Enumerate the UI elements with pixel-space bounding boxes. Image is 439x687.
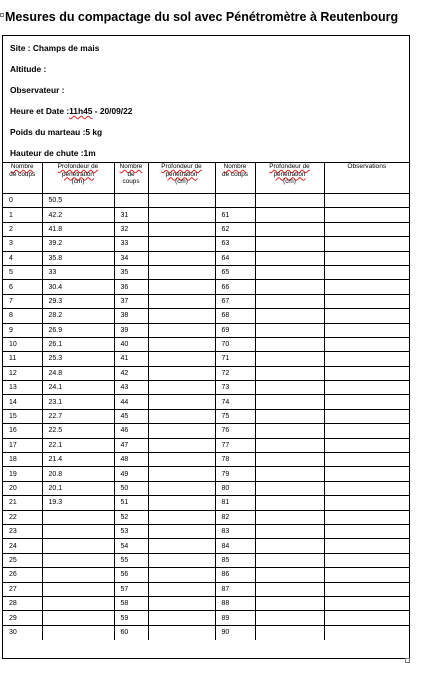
profondeur-cell: [255, 568, 324, 582]
header-text: de coups: [9, 170, 36, 178]
observations-cell: [324, 467, 409, 481]
observateur-label: Observateur :: [10, 85, 65, 95]
header-text: Nombre: [10, 163, 34, 170]
coups-cell: 11: [3, 352, 42, 366]
profondeur-cell: 24.8: [42, 366, 114, 380]
profondeur-cell: [148, 582, 215, 596]
observations-cell: [324, 553, 409, 567]
measurement-table: [3, 162, 409, 640]
coups-cell: 70: [215, 337, 255, 351]
profondeur-cell: [255, 438, 324, 452]
observations-cell: [324, 524, 409, 538]
table-row: [3, 337, 409, 351]
profondeur-cell: [255, 409, 324, 423]
table-row: [3, 424, 409, 438]
coups-cell: 76: [215, 424, 255, 438]
observations-cell: [324, 438, 409, 452]
profondeur-cell: [148, 467, 215, 481]
coups-cell: 10: [3, 337, 42, 351]
profondeur-cell: [42, 611, 114, 625]
observations-cell: [324, 352, 409, 366]
observations-cell: [324, 194, 409, 208]
profondeur-cell: [255, 294, 324, 308]
observations-cell: [324, 237, 409, 251]
profondeur-cell: [148, 352, 215, 366]
observations-cell: [324, 265, 409, 279]
profondeur-cell: [42, 625, 114, 639]
site-line: [10, 40, 402, 61]
coups-cell: 18: [3, 453, 42, 467]
header-text: pénétration: [273, 170, 306, 178]
coups-cell: 65: [215, 265, 255, 279]
profondeur-cell: [148, 553, 215, 567]
observations-cell: [324, 424, 409, 438]
profondeur-cell: 41.8: [42, 222, 114, 236]
profondeur-cell: [148, 237, 215, 251]
profondeur-cell: 26.1: [42, 337, 114, 351]
header-text: Profondeur de: [161, 163, 202, 170]
profondeur-cell: 25.3: [42, 352, 114, 366]
profondeur-cell: [148, 265, 215, 279]
observations-cell: [324, 510, 409, 524]
header-coups-1: [3, 163, 42, 194]
coups-cell: 22: [3, 510, 42, 524]
coups-cell: 35: [114, 265, 148, 279]
site-value: Champs de mais: [32, 43, 100, 53]
coups-cell: 57: [114, 582, 148, 596]
table-row: [3, 280, 409, 294]
altitude-line: [10, 61, 402, 82]
profondeur-cell: [148, 611, 215, 625]
observations-cell: [324, 395, 409, 409]
profondeur-cell: [255, 222, 324, 236]
profondeur-cell: [42, 524, 114, 538]
observations-cell: [324, 323, 409, 337]
table-row: [3, 409, 409, 423]
header-text: (cm): [71, 178, 85, 186]
hauteur-label: Hauteur de chute :: [10, 148, 84, 158]
coups-cell: 59: [114, 611, 148, 625]
profondeur-cell: [148, 337, 215, 351]
table-row: [3, 222, 409, 236]
heure-date-line: [10, 103, 402, 124]
profondeur-cell: [255, 237, 324, 251]
table-row: [3, 237, 409, 251]
coups-cell: 45: [114, 409, 148, 423]
profondeur-cell: [148, 381, 215, 395]
observateur-line: [10, 82, 402, 103]
observations-cell: [324, 381, 409, 395]
coups-cell: 84: [215, 539, 255, 553]
profondeur-cell: [255, 496, 324, 510]
table-row: [3, 208, 409, 222]
observations-cell: [324, 337, 409, 351]
coups-cell: 24: [3, 539, 42, 553]
table-row: [3, 352, 409, 366]
coups-cell: 44: [114, 395, 148, 409]
table-row: [3, 251, 409, 265]
profondeur-cell: [148, 424, 215, 438]
profondeur-cell: [255, 481, 324, 495]
resize-handle-icon: [405, 658, 410, 663]
coups-cell: 21: [3, 496, 42, 510]
coups-cell: 66: [215, 280, 255, 294]
profondeur-cell: [42, 510, 114, 524]
coups-cell: 16: [3, 424, 42, 438]
coups-cell: 63: [215, 237, 255, 251]
profondeur-cell: 20.1: [42, 481, 114, 495]
coups-cell: 38: [114, 309, 148, 323]
profondeur-cell: 30.4: [42, 280, 114, 294]
coups-cell: 58: [114, 596, 148, 610]
table-row: [3, 294, 409, 308]
coups-cell: 73: [215, 381, 255, 395]
header-profondeur-2: [148, 163, 215, 194]
header-text: coups: [122, 178, 140, 186]
profondeur-cell: [255, 611, 324, 625]
coups-cell: 6: [3, 280, 42, 294]
header-text: (cm): [283, 178, 296, 186]
profondeur-cell: [255, 309, 324, 323]
profondeur-cell: 26.9: [42, 323, 114, 337]
profondeur-cell: [255, 251, 324, 265]
profondeur-cell: [42, 539, 114, 553]
coups-cell: 8: [3, 309, 42, 323]
heure-label: Heure et Date :: [10, 106, 70, 116]
header-text: Profondeur de: [57, 163, 99, 170]
observations-cell: [324, 611, 409, 625]
profondeur-cell: 29.3: [42, 294, 114, 308]
observations-cell: [324, 251, 409, 265]
table-row: [3, 481, 409, 495]
profondeur-cell: 24.1: [42, 381, 114, 395]
profondeur-cell: 50.5: [42, 194, 114, 208]
coups-cell: 19: [3, 467, 42, 481]
hauteur-value: 1m: [83, 148, 96, 158]
table-row: [3, 496, 409, 510]
header-profondeur-3: [255, 163, 324, 194]
coups-cell: 69: [215, 323, 255, 337]
coups-cell: 68: [215, 309, 255, 323]
profondeur-cell: 28.2: [42, 309, 114, 323]
observations-cell: [324, 568, 409, 582]
coups-cell: 36: [114, 280, 148, 294]
coups-cell: 29: [3, 611, 42, 625]
profondeur-cell: 20.8: [42, 467, 114, 481]
coups-cell: 86: [215, 568, 255, 582]
observations-cell: [324, 539, 409, 553]
coups-cell: 37: [114, 294, 148, 308]
coups-cell: 32: [114, 222, 148, 236]
observations-cell: [324, 208, 409, 222]
profondeur-cell: [42, 596, 114, 610]
profondeur-cell: [148, 524, 215, 538]
coups-cell: 53: [114, 524, 148, 538]
table-row: [3, 265, 409, 279]
coups-cell: 28: [3, 596, 42, 610]
profondeur-cell: [148, 539, 215, 553]
profondeur-cell: 23.1: [42, 395, 114, 409]
coups-cell: 78: [215, 453, 255, 467]
coups-cell: 13: [3, 381, 42, 395]
coups-cell: 81: [215, 496, 255, 510]
coups-cell: 26: [3, 568, 42, 582]
header-text: Profondeur de: [269, 163, 310, 170]
observations-cell: [324, 294, 409, 308]
header-text: Observations: [347, 163, 387, 170]
date-value: - 20/09/22: [94, 106, 133, 116]
profondeur-cell: [148, 395, 215, 409]
profondeur-cell: [148, 625, 215, 639]
coups-cell: 67: [215, 294, 255, 308]
coups-cell: 7: [3, 294, 42, 308]
profondeur-cell: [148, 409, 215, 423]
coups-cell: 72: [215, 366, 255, 380]
observations-cell: [324, 481, 409, 495]
header-coups-3: [215, 163, 255, 194]
coups-cell: 87: [215, 582, 255, 596]
profondeur-cell: [255, 510, 324, 524]
coups-cell: 85: [215, 553, 255, 567]
table-row: [3, 194, 409, 208]
coups-cell: 0: [3, 194, 42, 208]
profondeur-cell: [255, 467, 324, 481]
coups-cell: 88: [215, 596, 255, 610]
profondeur-cell: [255, 424, 324, 438]
header-text: pénétration: [165, 170, 198, 178]
profondeur-cell: [255, 395, 324, 409]
coups-cell: 79: [215, 467, 255, 481]
coups-cell: 2: [3, 222, 42, 236]
profondeur-cell: [255, 553, 324, 567]
profondeur-cell: [255, 582, 324, 596]
table-header-row: [3, 163, 409, 194]
profondeur-cell: [148, 323, 215, 337]
profondeur-cell: [42, 568, 114, 582]
profondeur-cell: [255, 453, 324, 467]
coups-cell: 42: [114, 366, 148, 380]
profondeur-cell: [255, 596, 324, 610]
profondeur-cell: [255, 208, 324, 222]
profondeur-cell: [148, 251, 215, 265]
profondeur-cell: 35.8: [42, 251, 114, 265]
observations-cell: [324, 222, 409, 236]
coups-cell: 39: [114, 323, 148, 337]
coups-cell: 80: [215, 481, 255, 495]
table-row: [3, 553, 409, 567]
profondeur-cell: [148, 453, 215, 467]
header-text: Nombre: [119, 163, 143, 170]
coups-cell: 71: [215, 352, 255, 366]
profondeur-cell: [148, 280, 215, 294]
coups-cell: 49: [114, 467, 148, 481]
poids-label: Poids du marteau :: [10, 127, 86, 137]
header-observations: [324, 163, 409, 194]
coups-cell: 89: [215, 611, 255, 625]
profondeur-cell: [148, 222, 215, 236]
profondeur-cell: [148, 194, 215, 208]
measurement-sheet: [2, 35, 410, 659]
profondeur-cell: [148, 309, 215, 323]
profondeur-cell: [148, 496, 215, 510]
coups-cell: 64: [215, 251, 255, 265]
coups-cell: 33: [114, 237, 148, 251]
table-row: [3, 366, 409, 380]
profondeur-cell: [148, 208, 215, 222]
coups-cell: 30: [3, 625, 42, 639]
coups-cell: 46: [114, 424, 148, 438]
table-row: [3, 510, 409, 524]
table-row: [3, 596, 409, 610]
profondeur-cell: 22.1: [42, 438, 114, 452]
site-label: Site :: [10, 43, 31, 53]
header-profondeur-1: [42, 163, 114, 194]
profondeur-cell: [42, 582, 114, 596]
profondeur-cell: [255, 265, 324, 279]
table-row: [3, 611, 409, 625]
profondeur-cell: [255, 539, 324, 553]
coups-cell: [114, 194, 148, 208]
observations-cell: [324, 280, 409, 294]
profondeur-cell: [148, 438, 215, 452]
profondeur-cell: [255, 352, 324, 366]
coups-cell: [215, 194, 255, 208]
heure-value: 11h45: [69, 106, 93, 116]
coups-cell: 5: [3, 265, 42, 279]
profondeur-cell: 33: [42, 265, 114, 279]
observations-cell: [324, 366, 409, 380]
coups-cell: 20: [3, 481, 42, 495]
header-text: de: [127, 170, 135, 178]
table-row: [3, 625, 409, 639]
observations-cell: [324, 496, 409, 510]
coups-cell: 54: [114, 539, 148, 553]
coups-cell: 74: [215, 395, 255, 409]
profondeur-cell: [148, 568, 215, 582]
table-row: [3, 467, 409, 481]
table-row: [3, 568, 409, 582]
table-row: [3, 309, 409, 323]
coups-cell: 17: [3, 438, 42, 452]
coups-cell: 90: [215, 625, 255, 639]
header-text: Nombre: [223, 163, 247, 170]
profondeur-cell: 22.5: [42, 424, 114, 438]
observations-cell: [324, 582, 409, 596]
profondeur-cell: [255, 381, 324, 395]
profondeur-cell: 21.4: [42, 453, 114, 467]
observations-cell: [324, 409, 409, 423]
table-row: [3, 524, 409, 538]
profondeur-cell: [148, 510, 215, 524]
altitude-label: Altitude :: [10, 64, 47, 74]
table-row: [3, 395, 409, 409]
coups-cell: 15: [3, 409, 42, 423]
header-coups-2: [114, 163, 148, 194]
table-row: [3, 539, 409, 553]
coups-cell: 47: [114, 438, 148, 452]
profondeur-cell: [255, 280, 324, 294]
coups-cell: 52: [114, 510, 148, 524]
profondeur-cell: [148, 366, 215, 380]
profondeur-cell: [255, 524, 324, 538]
profondeur-cell: [255, 194, 324, 208]
observations-cell: [324, 309, 409, 323]
table-row: [3, 323, 409, 337]
anchor-marker-icon: [0, 13, 4, 17]
coups-cell: 23: [3, 524, 42, 538]
profondeur-cell: [148, 481, 215, 495]
profondeur-cell: [255, 337, 324, 351]
coups-cell: 50: [114, 481, 148, 495]
coups-cell: 25: [3, 553, 42, 567]
poids-value: 5 kg: [85, 127, 103, 137]
coups-cell: 60: [114, 625, 148, 639]
profondeur-cell: 22.7: [42, 409, 114, 423]
profondeur-cell: 42.2: [42, 208, 114, 222]
coups-cell: 1: [3, 208, 42, 222]
coups-cell: 34: [114, 251, 148, 265]
coups-cell: 4: [3, 251, 42, 265]
header-text: (cm): [175, 178, 188, 186]
coups-cell: 51: [114, 496, 148, 510]
coups-cell: 83: [215, 524, 255, 538]
coups-cell: 48: [114, 453, 148, 467]
header-text: pénétration: [62, 170, 94, 178]
coups-cell: 3: [3, 237, 42, 251]
profondeur-cell: [148, 294, 215, 308]
profondeur-cell: 19.3: [42, 496, 114, 510]
profondeur-cell: [255, 625, 324, 639]
profondeur-cell: [42, 553, 114, 567]
profondeur-cell: [255, 323, 324, 337]
header-text: de coups: [222, 170, 248, 178]
table-row: [3, 582, 409, 596]
coups-cell: 62: [215, 222, 255, 236]
coups-cell: 27: [3, 582, 42, 596]
document-title: Mesures du compactage du sol avec Pénétromètre à Reutenbourg: [5, 10, 399, 24]
observations-cell: [324, 596, 409, 610]
table-row: [3, 381, 409, 395]
coups-cell: 55: [114, 553, 148, 567]
coups-cell: 56: [114, 568, 148, 582]
coups-cell: 82: [215, 510, 255, 524]
observations-cell: [324, 625, 409, 639]
coups-cell: 12: [3, 366, 42, 380]
profondeur-cell: [148, 596, 215, 610]
coups-cell: 41: [114, 352, 148, 366]
table-row: [3, 438, 409, 452]
poids-line: [10, 124, 402, 145]
profondeur-cell: [255, 366, 324, 380]
coups-cell: 77: [215, 438, 255, 452]
table-row: [3, 453, 409, 467]
coups-cell: 9: [3, 323, 42, 337]
coups-cell: 14: [3, 395, 42, 409]
coups-cell: 31: [114, 208, 148, 222]
observations-cell: [324, 453, 409, 467]
coups-cell: 75: [215, 409, 255, 423]
coups-cell: 40: [114, 337, 148, 351]
coups-cell: 43: [114, 381, 148, 395]
coups-cell: 61: [215, 208, 255, 222]
info-block: [3, 36, 409, 162]
profondeur-cell: 39.2: [42, 237, 114, 251]
